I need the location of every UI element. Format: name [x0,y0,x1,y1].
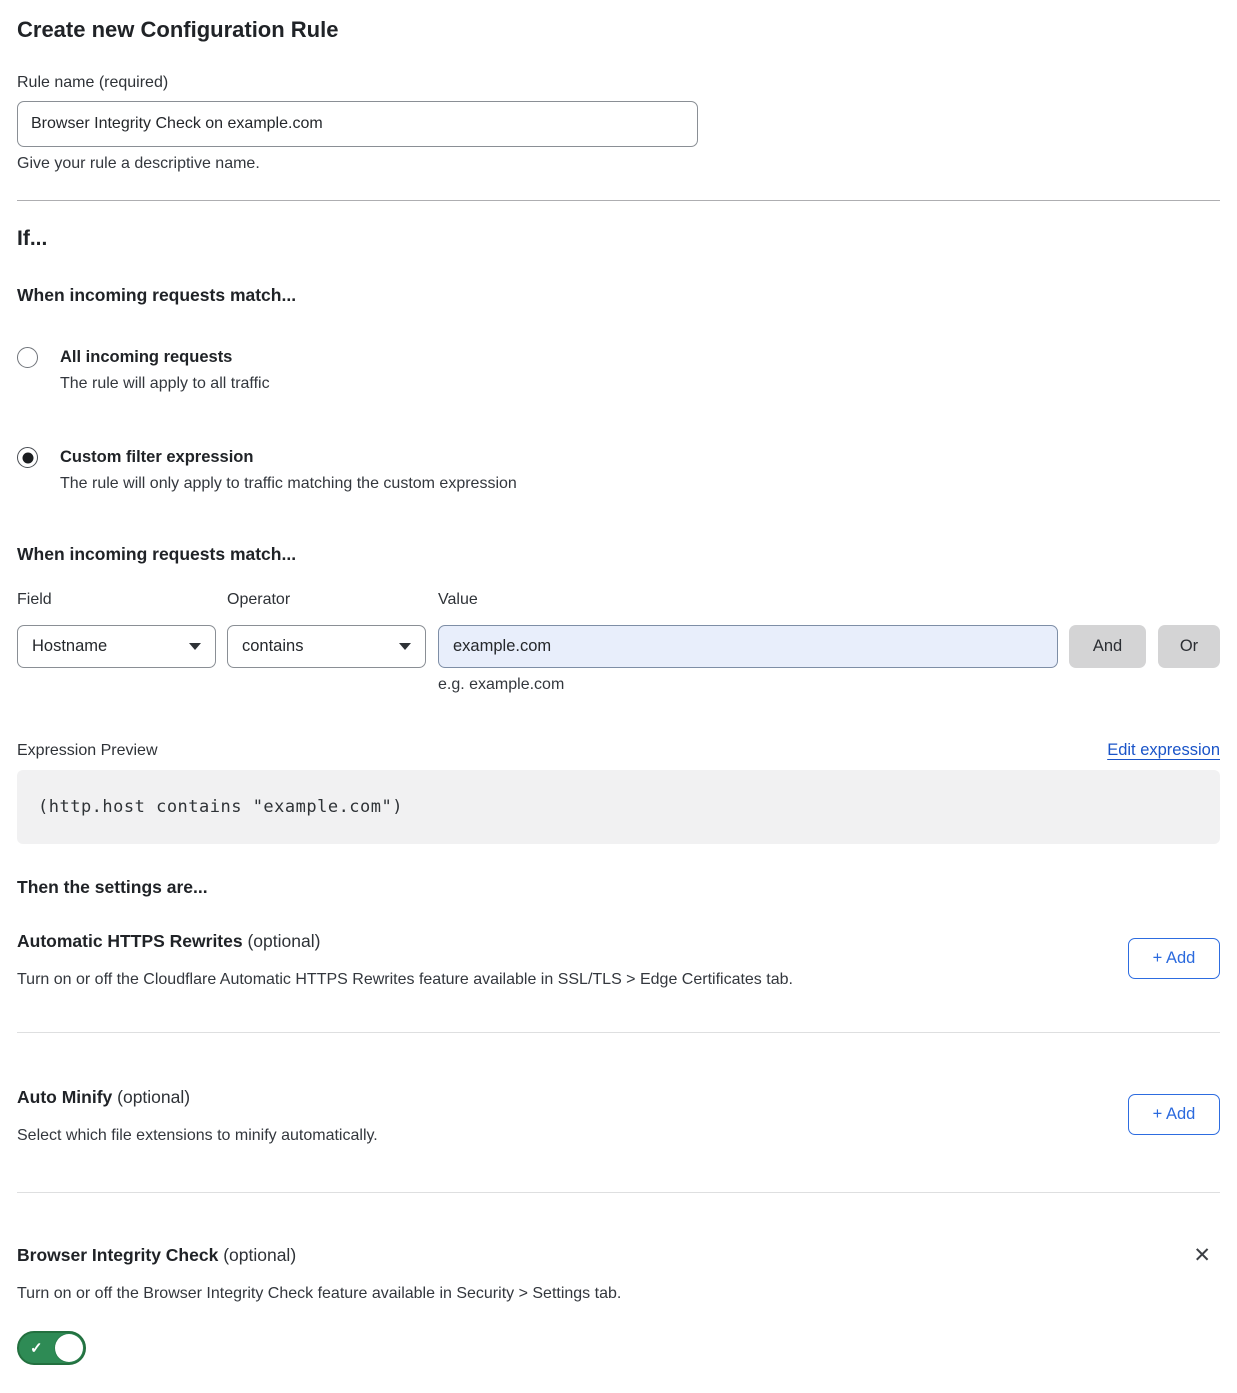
edit-expression-link[interactable]: Edit expression [1107,741,1220,759]
setting-title: Browser Integrity Check [17,1245,219,1265]
close-icon[interactable]: ✕ [1193,1244,1211,1267]
value-label: Value [438,591,478,608]
field-label: Field [17,591,52,608]
operator-select-value: contains [242,637,304,655]
expression-preview-text: (http.host contains "example.com") [38,797,403,817]
match-heading: When incoming requests match... [17,285,297,305]
setting-auto-minify [17,1086,1220,1145]
expression-preview-label: Expression Preview [17,742,158,759]
setting-title: Auto Minify [17,1087,113,1107]
radio-option-label: All incoming requests [60,348,233,366]
setting-browser-integrity-check [17,1244,1220,1365]
field-select-value: Hostname [32,637,108,655]
operator-label: Operator [227,591,291,608]
radio-option-description: The rule will apply to all traffic [60,375,270,392]
check-icon: ✓ [30,1340,43,1357]
rule-name-input[interactable] [17,101,698,147]
chevron-down-icon [399,643,411,650]
value-input[interactable] [438,625,1058,668]
page-title: Create new Configuration Rule [17,17,339,42]
toggle-knob[interactable] [55,1334,83,1362]
setting-optional-tag: (optional) [247,931,321,951]
rule-name-label: Rule name (required) [17,74,169,91]
field-select[interactable] [17,625,216,668]
setting-description: Turn on or off the Cloudflare Automatic HTTPS Rewrites feature available in SSL/TLS > Edge Certificates tab. [17,971,793,988]
setting-automatic-https-rewrites [17,930,1220,989]
section-divider [17,200,1220,201]
then-settings-heading: Then the settings are... [17,877,208,897]
radio-option-label: Custom filter expression [60,448,254,466]
radio-option-description: The rule will only apply to traffic matching the custom expression [60,475,517,492]
chevron-down-icon [189,643,201,650]
add-auto-minify-button[interactable]: + Add [1128,1094,1220,1135]
radio-unselected-icon[interactable] [17,347,38,368]
and-button[interactable]: And [1069,625,1146,668]
setting-optional-tag: (optional) [117,1087,191,1107]
radio-selected-icon[interactable] [17,447,38,468]
add-automatic-https-rewrites-button[interactable]: + Add [1128,938,1220,979]
value-helper: e.g. example.com [438,676,565,693]
or-button[interactable]: Or [1158,625,1220,668]
expression-builder-heading: When incoming requests match... [17,544,297,564]
expression-builder-row [17,590,1220,694]
setting-divider [17,1192,1220,1193]
radio-option-all-incoming-requests[interactable] [17,346,1220,393]
setting-description: Turn on or off the Browser Integrity Check feature available in Security > Settings tab. [17,1285,622,1302]
rule-name-helper: Give your rule a descriptive name. [17,155,260,172]
setting-divider [17,1032,1220,1033]
setting-optional-tag: (optional) [223,1245,297,1265]
if-heading: If... [17,227,48,250]
radio-option-custom-filter-expression[interactable] [17,446,1220,493]
setting-description: Select which file extensions to minify automatically. [17,1127,378,1144]
setting-title: Automatic HTTPS Rewrites [17,931,243,951]
browser-integrity-check-toggle[interactable] [17,1331,86,1365]
operator-select[interactable] [227,625,426,668]
expression-preview-box [17,770,1220,844]
create-configuration-rule-page [0,16,1237,1365]
